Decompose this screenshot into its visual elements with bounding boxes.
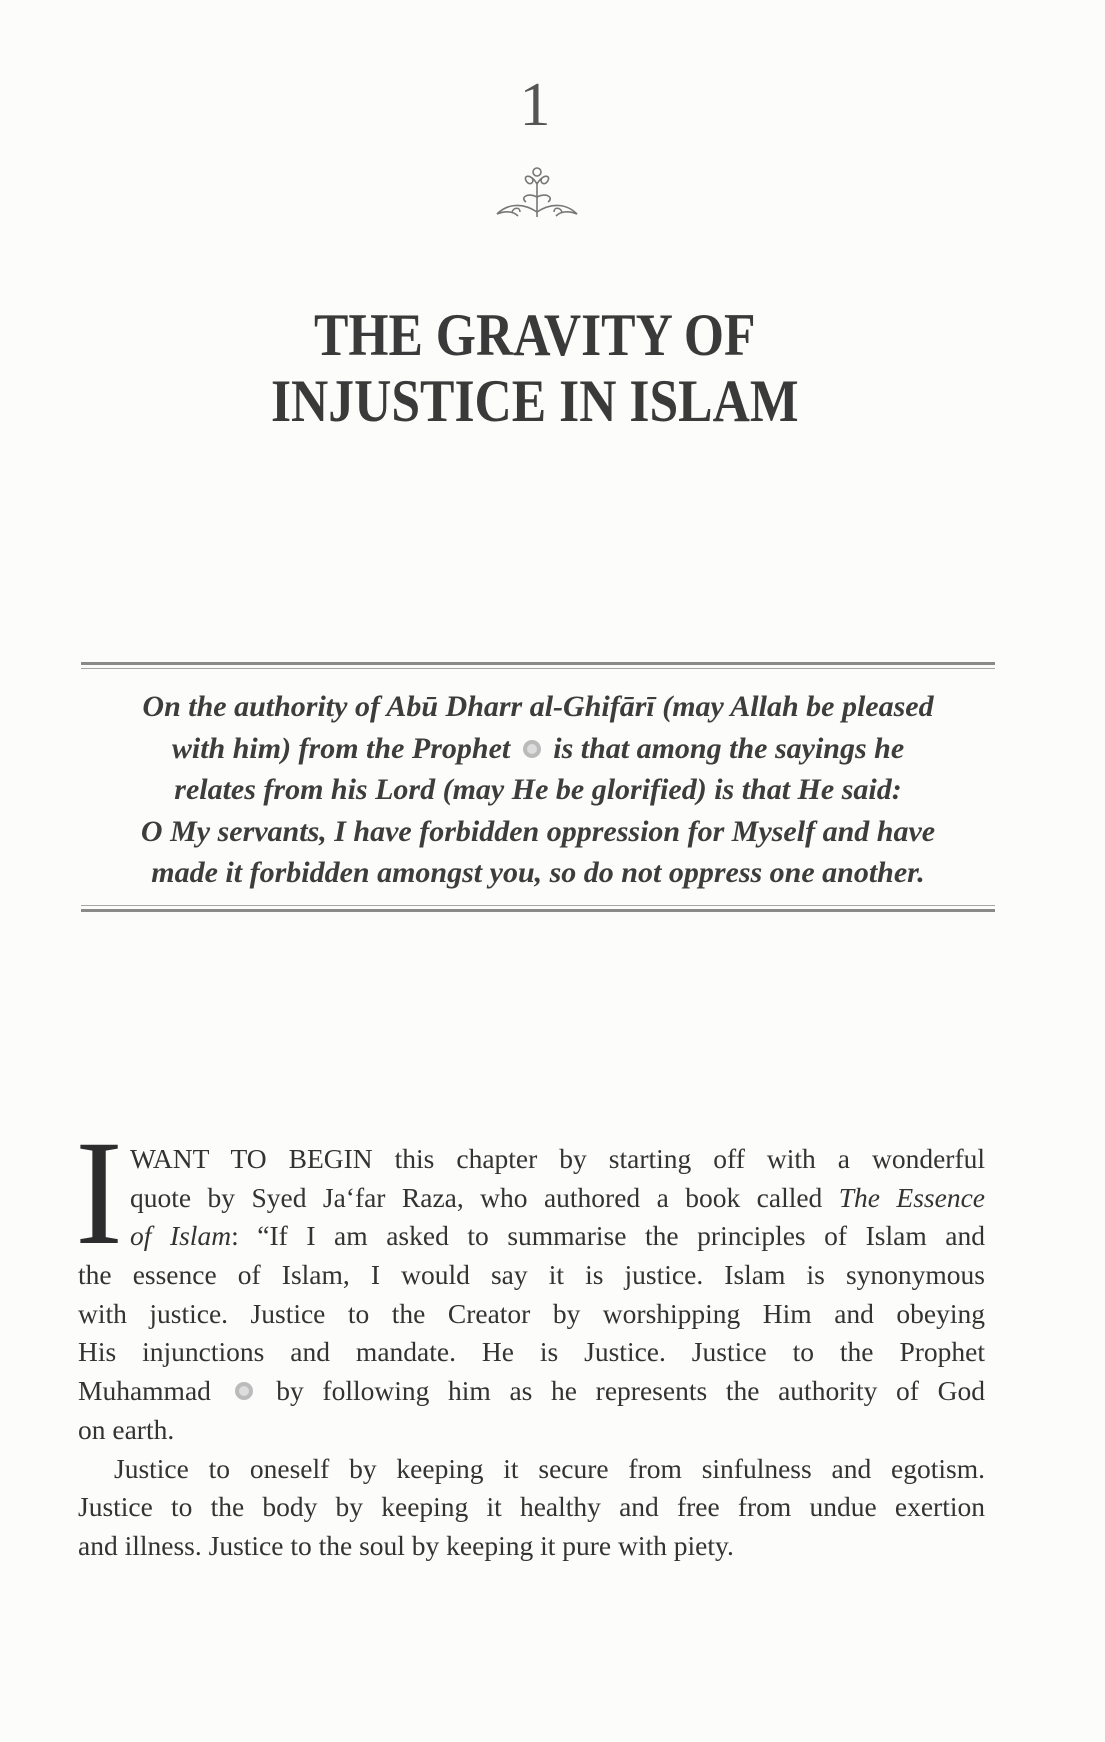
quote-text: is that among the sayings he xyxy=(553,731,905,765)
body-line: on earth. xyxy=(78,1413,175,1445)
chapter-number: 1 xyxy=(519,71,551,139)
body-line xyxy=(78,1372,985,1411)
chapter-title xyxy=(0,302,1070,434)
hadith-quote xyxy=(81,686,995,894)
quote-line: relates from his Lord (may He be glorified) is that He said: xyxy=(174,773,902,806)
floral-ornament-icon xyxy=(492,162,582,222)
quote-top-rule xyxy=(81,662,995,672)
body-text-segment: by following him as he represents the authority of God xyxy=(276,1375,985,1407)
body-text xyxy=(75,1110,986,1566)
quote-line: O My servants, I have forbidden oppression for Myself and have xyxy=(140,814,936,848)
body-line xyxy=(78,1217,985,1256)
book-title: The Essence xyxy=(838,1181,985,1213)
quote-line xyxy=(81,728,995,770)
body-line: with justice. Justice to the Creator by worshipping Him and obeying xyxy=(78,1297,985,1329)
body-line: His injunctions and mandate. He is Justice. Justice to the Prophet xyxy=(78,1336,985,1368)
title-line: INJUSTICE IN ISLAM xyxy=(271,368,799,434)
book-title: of Islam xyxy=(130,1220,232,1252)
body-text-segment: Muhammad xyxy=(78,1375,211,1407)
body-line xyxy=(78,1179,985,1218)
body-text-segment: quote by Syed Ja‘far Raza, who authored a book called xyxy=(130,1181,823,1213)
quote-bottom-rule xyxy=(81,902,995,912)
quote-line: On the authority of Abū Dharr al-Ghifārī (may Allah be pleased xyxy=(142,690,934,723)
body-line: the essence of Islam, I would say it is justice. Islam is synonymous xyxy=(78,1259,985,1291)
drop-cap: I xyxy=(75,1110,123,1276)
body-line: Justice to oneself by keeping it secure from sinfulness and egotism. xyxy=(114,1452,985,1484)
honorific-icon xyxy=(233,1380,255,1402)
honorific-icon xyxy=(521,738,543,760)
body-line: Justice to the body by keeping it healthy and free from undue exertion xyxy=(78,1491,985,1523)
body-line: and illness. Justice to the soul by keeping it pure with piety. xyxy=(78,1529,734,1561)
quote-text: with him) from the Prophet xyxy=(171,731,511,765)
quote-line: made it forbidden amongst you, so do not oppress one another. xyxy=(151,856,925,889)
body-text-segment: : “If I am asked to summarise the principles of Islam and xyxy=(231,1220,986,1252)
body-line: WANT TO BEGIN this chapter by starting off with a wonderful xyxy=(130,1143,985,1174)
title-line: THE GRAVITY OF xyxy=(314,302,756,368)
